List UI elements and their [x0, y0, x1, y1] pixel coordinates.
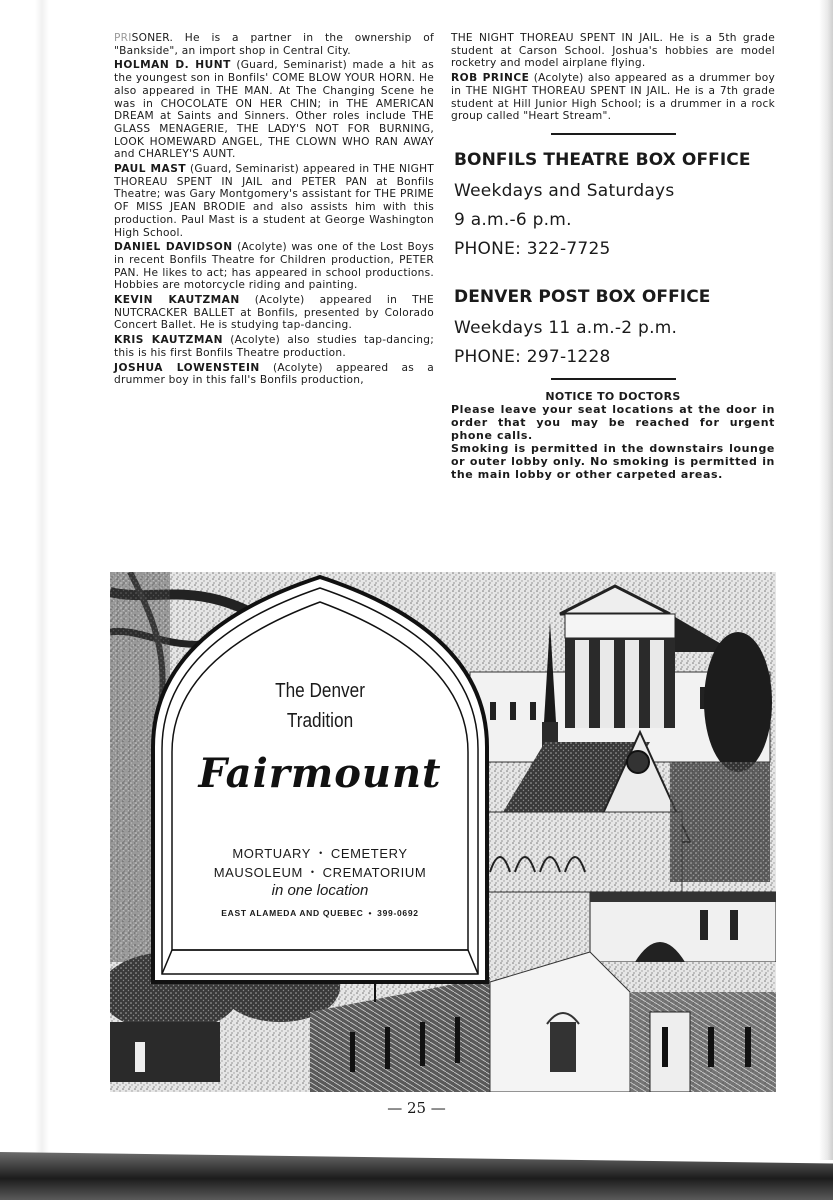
denver-post-box-office — [451, 286, 775, 372]
services-row — [162, 863, 478, 882]
ad-tagline — [184, 676, 456, 736]
fairmount-logo: Fairmount — [198, 750, 442, 797]
ad-address — [162, 908, 478, 918]
ad-location-slogan: in one location — [271, 882, 369, 899]
box-office-title: BONFILS THEATRE BOX OFFICE — [454, 149, 751, 170]
crematorium-building — [590, 892, 776, 962]
bullet-icon: • — [368, 908, 373, 918]
box-office-hours: Weekdays 11 a.m.-2 p.m. — [454, 317, 678, 338]
faded-text: PRI — [114, 32, 132, 44]
bio-name: KEVIN KAUTZMAN — [114, 294, 240, 307]
notice-paragraph: Please leave your seat locations at the door in order that you may be reached for urgent phone calls. — [451, 402, 775, 442]
bio-daniel-davidson — [114, 241, 434, 292]
bullet-icon: • — [310, 867, 315, 877]
ad-arch-text — [162, 572, 478, 1092]
right-column — [451, 32, 775, 481]
bonfils-box-office — [451, 149, 775, 264]
bio-name: KRIS KAUTZMAN — [114, 334, 223, 347]
scan-bottom-edge — [0, 1152, 833, 1200]
tagline-line: Tradition — [286, 710, 354, 732]
page-number: — 25 — — [387, 1099, 446, 1117]
bio-name: PAUL MAST — [114, 163, 187, 176]
tagline-line: The Denver — [275, 680, 365, 702]
bio-name: ROB PRINCE — [451, 72, 530, 85]
bio-continued — [451, 32, 775, 70]
phone-number: 399-0692 — [377, 908, 419, 918]
notice-paragraph: Smoking is permitted in the downstairs lounge or outer lobby only. No smoking is permitted in the main lobby or other carpeted areas. — [451, 441, 775, 481]
page-edge-shadow — [819, 0, 833, 1160]
bio-text: (Acolyte) also studies tap-dancing; this is his first Bonfils Theatre production. — [114, 334, 435, 359]
bio-text: (Guard, Seminarist) appeared in THE NIGHT THOREAU SPENT IN JAIL and PETER PAN at Bonfils Theatre; was Gary Montgomery's assistant for THE PRIME OF MISS JEAN BRODIE and also assists him with this production. Paul Mast is a student at George Washington High School. — [114, 163, 435, 239]
bio-holman-hunt — [114, 59, 434, 161]
bio-joshua-lowenstein — [114, 362, 434, 387]
ad-services — [162, 844, 478, 882]
bio-text: SONER. He is a partner in the ownership of "Bankside", an import shop in Central City. — [114, 32, 434, 57]
bio-text: (Acolyte) appeared as a drummer boy in this fall's Bonfils production, — [114, 361, 434, 387]
service-item: MAUSOLEUM — [213, 865, 303, 880]
box-office-hours: 9 a.m.-6 p.m. — [454, 209, 572, 230]
divider-rule — [551, 378, 676, 380]
bio-kevin-kautzman — [114, 294, 434, 332]
notice-title: NOTICE TO DOCTORS — [545, 389, 681, 403]
book-spine-shadow — [35, 0, 49, 1160]
bio-name: DANIEL DAVIDSON — [114, 241, 233, 254]
box-office-days: Weekdays and Saturdays — [454, 180, 675, 201]
bio-kris-kautzman — [114, 334, 434, 359]
address-text: EAST ALAMEDA AND QUEBEC — [221, 908, 364, 918]
bio-name: JOSHUA LOWENSTEIN — [114, 361, 260, 374]
services-row — [162, 844, 478, 863]
box-office-phone: PHONE: 297-1228 — [454, 346, 611, 367]
left-column — [114, 32, 434, 389]
notice-to-doctors — [451, 390, 775, 481]
bio-name: HOLMAN D. HUNT — [114, 59, 231, 72]
service-item: CREMATORIUM — [322, 865, 427, 880]
bio-continued — [114, 32, 434, 57]
bio-rob-prince — [451, 72, 775, 123]
bullet-icon: • — [319, 848, 323, 858]
bio-paul-mast — [114, 163, 434, 239]
box-office-phone: PHONE: 322-7725 — [454, 238, 611, 259]
bio-text: THE NIGHT THOREAU SPENT IN JAIL. He is a 5th grade student at Carson School. Joshua's hobbies are model rocketry and model airplane flying. — [451, 32, 775, 70]
bio-text: (Acolyte) appeared in THE NUTCRACKER BALLET at Bonfils, presented by Colorado Concert Ballet. He is studying tap-dancing. — [114, 294, 434, 332]
bio-text: (Acolyte) also appeared as a drummer boy in THE NIGHT THOREAU SPENT IN JAIL. He is a 7th grade student at Hill Junior High School; is a drummer in a rock group called "Heart Stream". — [451, 72, 776, 123]
fairmount-advertisement — [110, 572, 776, 1092]
service-item: MORTUARY — [232, 846, 312, 861]
box-office-title: DENVER POST BOX OFFICE — [454, 286, 711, 307]
divider-rule — [551, 133, 676, 135]
service-item: CEMETERY — [330, 846, 408, 861]
bio-text: (Acolyte) was one of the Lost Boys in recent Bonfils Theatre for Children production, PETER PAN. He likes to act; has appeared in school productions. Hobbies are motorcycle riding and painting. — [114, 241, 435, 292]
bio-text: (Guard, Seminarist) made a hit as the youngest son in Bonfils' COME BLOW YOUR HORN. He also appeared in THE MAN. At The Changing Scene he was in CHOCOLATE ON HER CHIN; in THE AMERICAN DREAM at Saints and Sinners. Other roles include THE GLASS MENAGERIE, THE LADY'S NOT FOR BURNING, LOOK HOMEWARD ANGEL, THE CLOWN WHO RAN AWAY and CHARLEY'S AUNT. — [114, 59, 434, 161]
